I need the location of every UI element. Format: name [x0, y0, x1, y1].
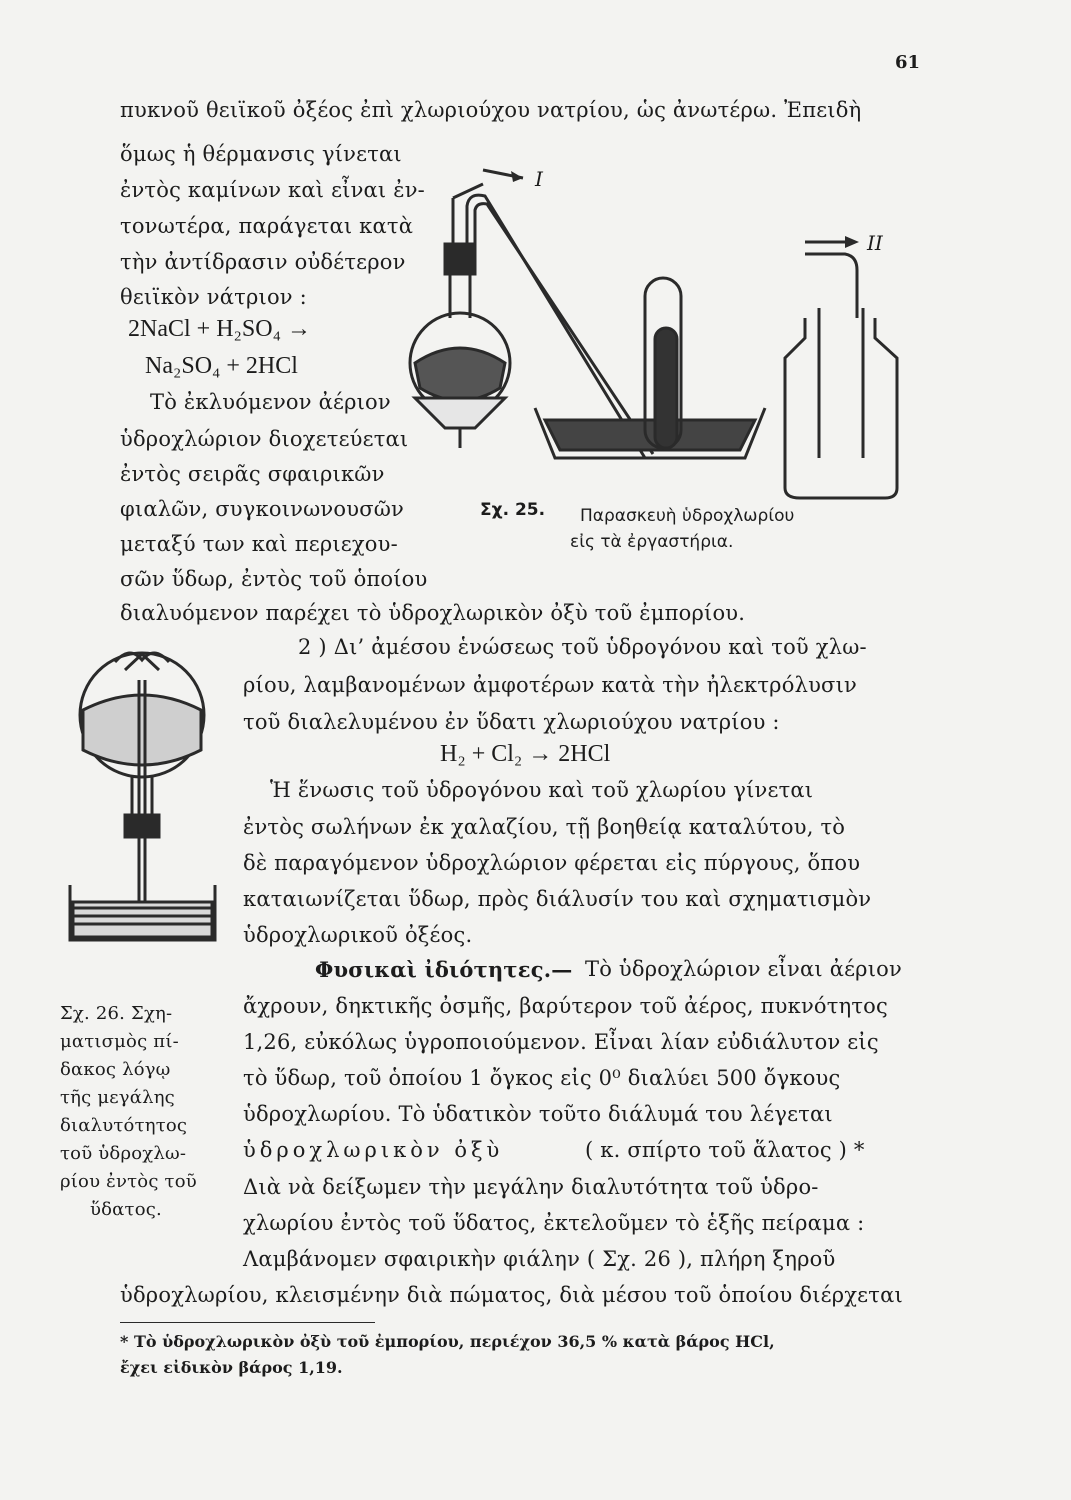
text-line: Ἡ ἕνωσις τοῦ ὑδρογόνου καὶ τοῦ χλωρίου γίνεται [270, 778, 814, 802]
figure-26-caption-line: ὕδατος. [90, 1199, 162, 1220]
footnote-line-2: ἔχει εἰδικὸν βάρος 1,19. [120, 1358, 343, 1377]
text-line: ρίου, λαμβανομένων ἀμφοτέρων κατὰ τὴν ἠλεκτρόλυσιν [243, 673, 857, 697]
text-line: ὑδροχλωρικοῦ ὀξέος. [243, 923, 473, 947]
section-heading: Φυσικαὶ ἰδιότητες.— [315, 957, 573, 982]
text-line: Διὰ νὰ δείξωμεν τὴν μεγάλην διαλυτότητα τοῦ ὑδρο- [243, 1175, 819, 1199]
figure-26-caption-line: τοῦ ὑδροχλω- [60, 1143, 187, 1164]
text-line: ὑδροχλωρίου. Τὸ ὑδατικὸν τοῦτο διάλυμά του λέγεται [243, 1102, 833, 1126]
figure-25-caption-line-1: Παρασκευὴ ὑδροχλωρίου [580, 506, 795, 526]
text-line: ὑδροχλώριον διοχετεύεται [120, 427, 409, 451]
equation-2: H₂ + Cl₂ → 2HCl [440, 741, 611, 767]
text-line: 1,26, εὐκόλως ὑγροποιούμενον. Εἶναι λίαν εὐδιάλυτον εἰς [243, 1030, 879, 1054]
text-line-spaced: ὑδροχλωρικὸν ὀξὺ [243, 1138, 504, 1162]
text-line: καταιωνίζεται ὕδωρ, πρὸς διάλυσίν του καὶ σχηματισμὸν [243, 887, 872, 911]
text-line: 2 ) Δι’ ἀμέσου ἑνώσεως τοῦ ὑδρογόνου καὶ τοῦ χλω- [298, 635, 867, 659]
figure-25-label-I: I [535, 167, 543, 191]
figure-26-caption-line: ρίου ἐντὸς τοῦ [60, 1171, 197, 1192]
figure-26-caption-line: διαλυτότητος [60, 1115, 188, 1136]
figure-25-caption-line-2: εἰς τὰ ἐργαστήρια. [570, 532, 734, 552]
text-line: Λαμβάνομεν σφαιρικὴν φιάλην ( Σχ. 26 ), πλήρη ξηροῦ [243, 1247, 836, 1271]
text-line: ἐντὸς σειρᾶς σφαιρικῶν [120, 462, 385, 486]
text-line: φιαλῶν, συγκοινωνουσῶν [120, 497, 405, 521]
figure-26-fountain [55, 640, 230, 970]
footnote-rule [120, 1322, 375, 1323]
text-line: Τὸ ὑδροχλώριον εἶναι ἀέριον [585, 957, 902, 981]
figure-25-apparatus [405, 158, 910, 514]
figure-25-caption-number: Σχ. 25. [480, 500, 546, 520]
text-line: δὲ παραγόμενον ὑδροχλώριον φέρεται εἰς πύργους, ὅπου [243, 851, 861, 875]
text-line: ἐντὸς καμίνων καὶ εἶναι ἐν- [120, 178, 425, 202]
equation-1-line-2: Na₂SO₄ + 2HCl [145, 353, 298, 379]
text-line: ἄχρουν, δηκτικῆς ὀσμῆς, βαρύτερον τοῦ ἀέρος, πυκνότητος [243, 994, 888, 1018]
text-line: τὸ ὕδωρ, τοῦ ὁποίου 1 ὄγκος εἰς 0⁰ διαλύει 500 ὄγκους [243, 1066, 841, 1090]
figure-25-label-II: II [867, 231, 883, 255]
text-line: τονωτέρα, παράγεται κατὰ [120, 214, 414, 238]
text-line: Τὸ ἐκλυόμενον ἀέριον [150, 390, 391, 414]
text-line: ( κ. σπίρτο τοῦ ἅλατος ) * [585, 1138, 865, 1162]
text-line: τὴν ἀντίδρασιν οὐδέτερον [120, 250, 406, 274]
figure-26-caption-line: τῆς μεγάλης [60, 1087, 175, 1108]
text-line: θειϊκὸν νάτριον : [120, 285, 307, 309]
text-line: χλωρίου ἐντὸς τοῦ ὕδατος, ἐκτελοῦμεν τὸ ἑξῆς πείραμα : [243, 1211, 865, 1235]
text-line: διαλυόμενον παρέχει τὸ ὑδροχλωρικὸν ὀξὺ τοῦ ἐμπορίου. [120, 601, 746, 625]
text-line: ὅμως ἡ θέρμανσις γίνεται [120, 142, 402, 166]
page-number: 61 [895, 52, 921, 73]
text-line: πυκνοῦ θειϊκοῦ ὀξέος ἐπὶ χλωριούχου νατρίου, ὡς ἀνωτέρω. Ἐπειδὴ [120, 98, 862, 122]
figure-26-caption-line: ματισμὸς πί- [60, 1031, 179, 1052]
text-line: σῶν ὕδωρ, ἐντὸς τοῦ ὁποίου [120, 567, 428, 591]
figure-26-caption-line: δακος λόγῳ [60, 1059, 171, 1080]
footnote-line-1: * Τὸ ὑδροχλωρικὸν ὀξὺ τοῦ ἐμπορίου, περιέχον 36,5 % κατὰ βάρος HCl, [120, 1332, 775, 1351]
text-line: ὑδροχλωρίου, κλεισμένην διὰ πώματος, διὰ μέσου τοῦ ὁποίου διέρχεται [120, 1283, 903, 1307]
text-line: ἐντὸς σωλήνων ἐκ χαλαζίου, τῇ βοηθείᾳ καταλύτου, τὸ [243, 815, 846, 839]
text-line: τοῦ διαλελυμένου ἐν ὕδατι χλωριούχου νατρίου : [243, 710, 780, 734]
equation-1-line-1: 2NaCl + H₂SO₄ → [128, 316, 311, 342]
figure-26-caption-line: Σχ. 26. Σχη- [60, 1003, 173, 1024]
text-line: μεταξύ των καὶ περιεχου- [120, 532, 398, 556]
